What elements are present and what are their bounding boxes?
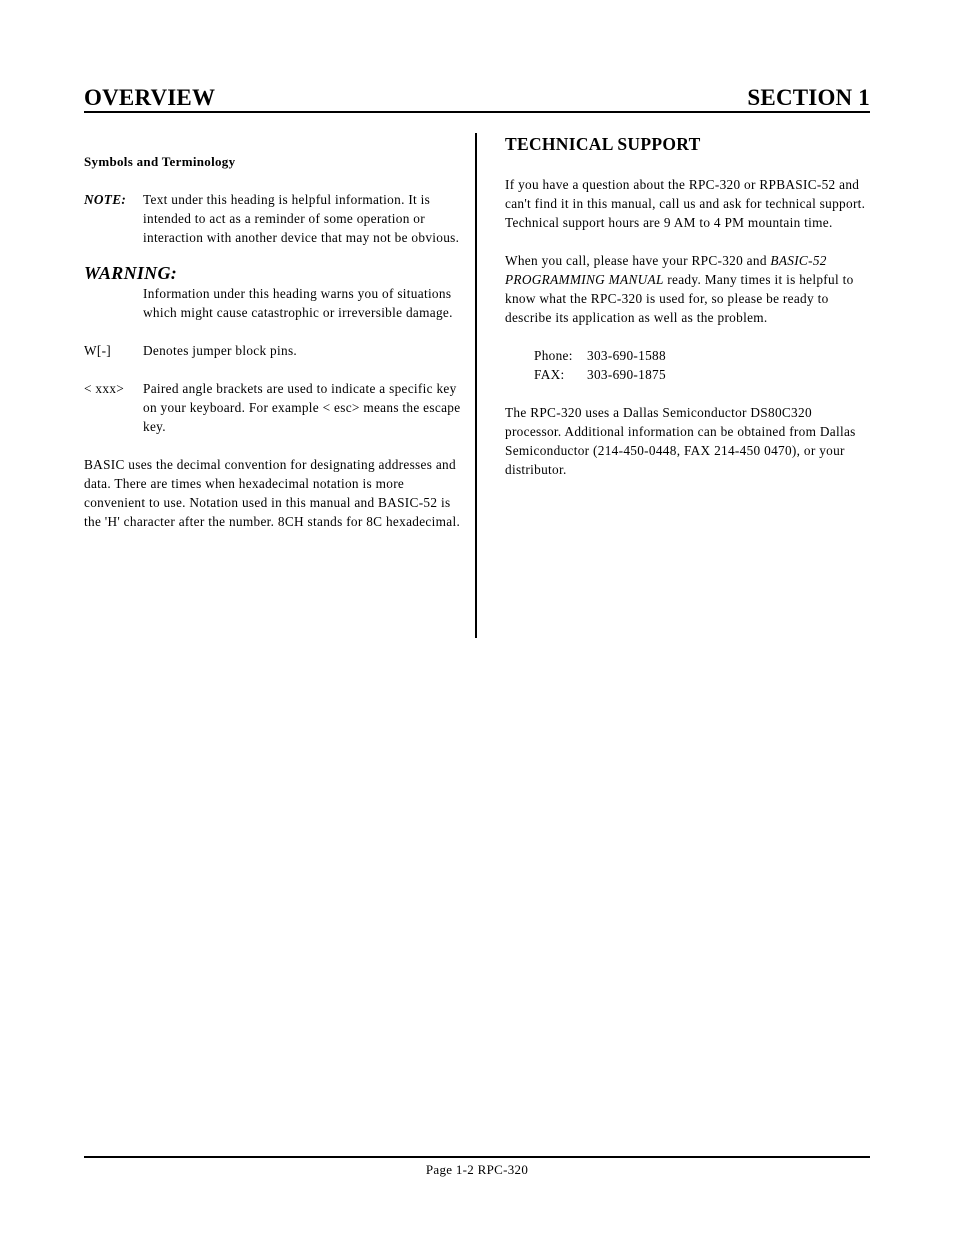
fax-label: FAX: — [534, 367, 565, 382]
jumper-definition — [84, 341, 464, 360]
warning-text: Information under this heading warns you of situations which might cause catastrophic or irreversible damage. — [143, 286, 453, 320]
section-number: SECTION 1 — [747, 85, 870, 110]
manual-title: BASIC-52 PROGRAMMING MANUAL — [505, 253, 827, 287]
brackets-definition — [84, 379, 464, 436]
right-column — [505, 133, 870, 498]
header-rule — [84, 111, 870, 113]
phone-label: Phone: — [534, 348, 573, 363]
symbols-subheading: Symbols and Terminology — [84, 154, 236, 169]
para2-before: When you call, please have your RPC-320 and — [505, 253, 771, 268]
technical-support-heading: TECHNICAL SUPPORT — [505, 134, 701, 154]
contact-block — [505, 346, 870, 384]
brackets-text: Paired angle brackets are used to indicate a specific key on your keyboard. For example < esc> means the escape key. — [143, 381, 461, 434]
section-title: OVERVIEW — [84, 85, 216, 110]
para2-after: ready. Many times it is helpful to know what the RPC-320 is used for, so please be ready to describe its application as well as the problem. — [505, 272, 854, 325]
support-paragraph-3: The RPC-320 uses a Dallas Semiconductor DS80C320 processor. Additional information can be obtained from Dallas Semiconductor (214-450-0448, FAX 214-450 0470), or your distributor. — [505, 405, 856, 477]
brackets-term: < xxx> — [84, 381, 125, 396]
warning-heading: WARNING: — [84, 263, 178, 283]
phone-value: 303-690-1588 — [587, 348, 666, 363]
note-definition — [84, 190, 464, 247]
column-divider — [475, 133, 477, 638]
jumper-term: W[-] — [84, 343, 112, 358]
fax-row — [534, 365, 870, 384]
support-paragraph-1: If you have a question about the RPC-320 or RPBASIC-52 and can't find it in this manual, call us and ask for technical support. Technical support hours are 9 AM to 4 PM mountain time. — [505, 177, 866, 230]
footer-rule — [84, 1156, 870, 1158]
note-term: NOTE: — [84, 192, 127, 207]
jumper-text: Denotes jumper block pins. — [143, 343, 298, 358]
phone-row — [534, 346, 870, 365]
support-paragraph-2 — [505, 251, 870, 327]
left-column — [84, 152, 464, 550]
fax-value: 303-690-1875 — [587, 367, 666, 382]
note-text: Text under this heading is helpful information. It is intended to act as a reminder of some operation or interaction with another device that may not be obvious. — [143, 192, 460, 245]
basic-paragraph: BASIC uses the decimal convention for designating addresses and data. There are times when hexadecimal notation is more convenient to use. Notation used in this manual and BASIC-52 is the 'H' character after the number. 8CH stands for 8C hexadecimal. — [84, 457, 461, 529]
page-footer: Page 1-2 RPC-320 — [425, 1162, 529, 1177]
